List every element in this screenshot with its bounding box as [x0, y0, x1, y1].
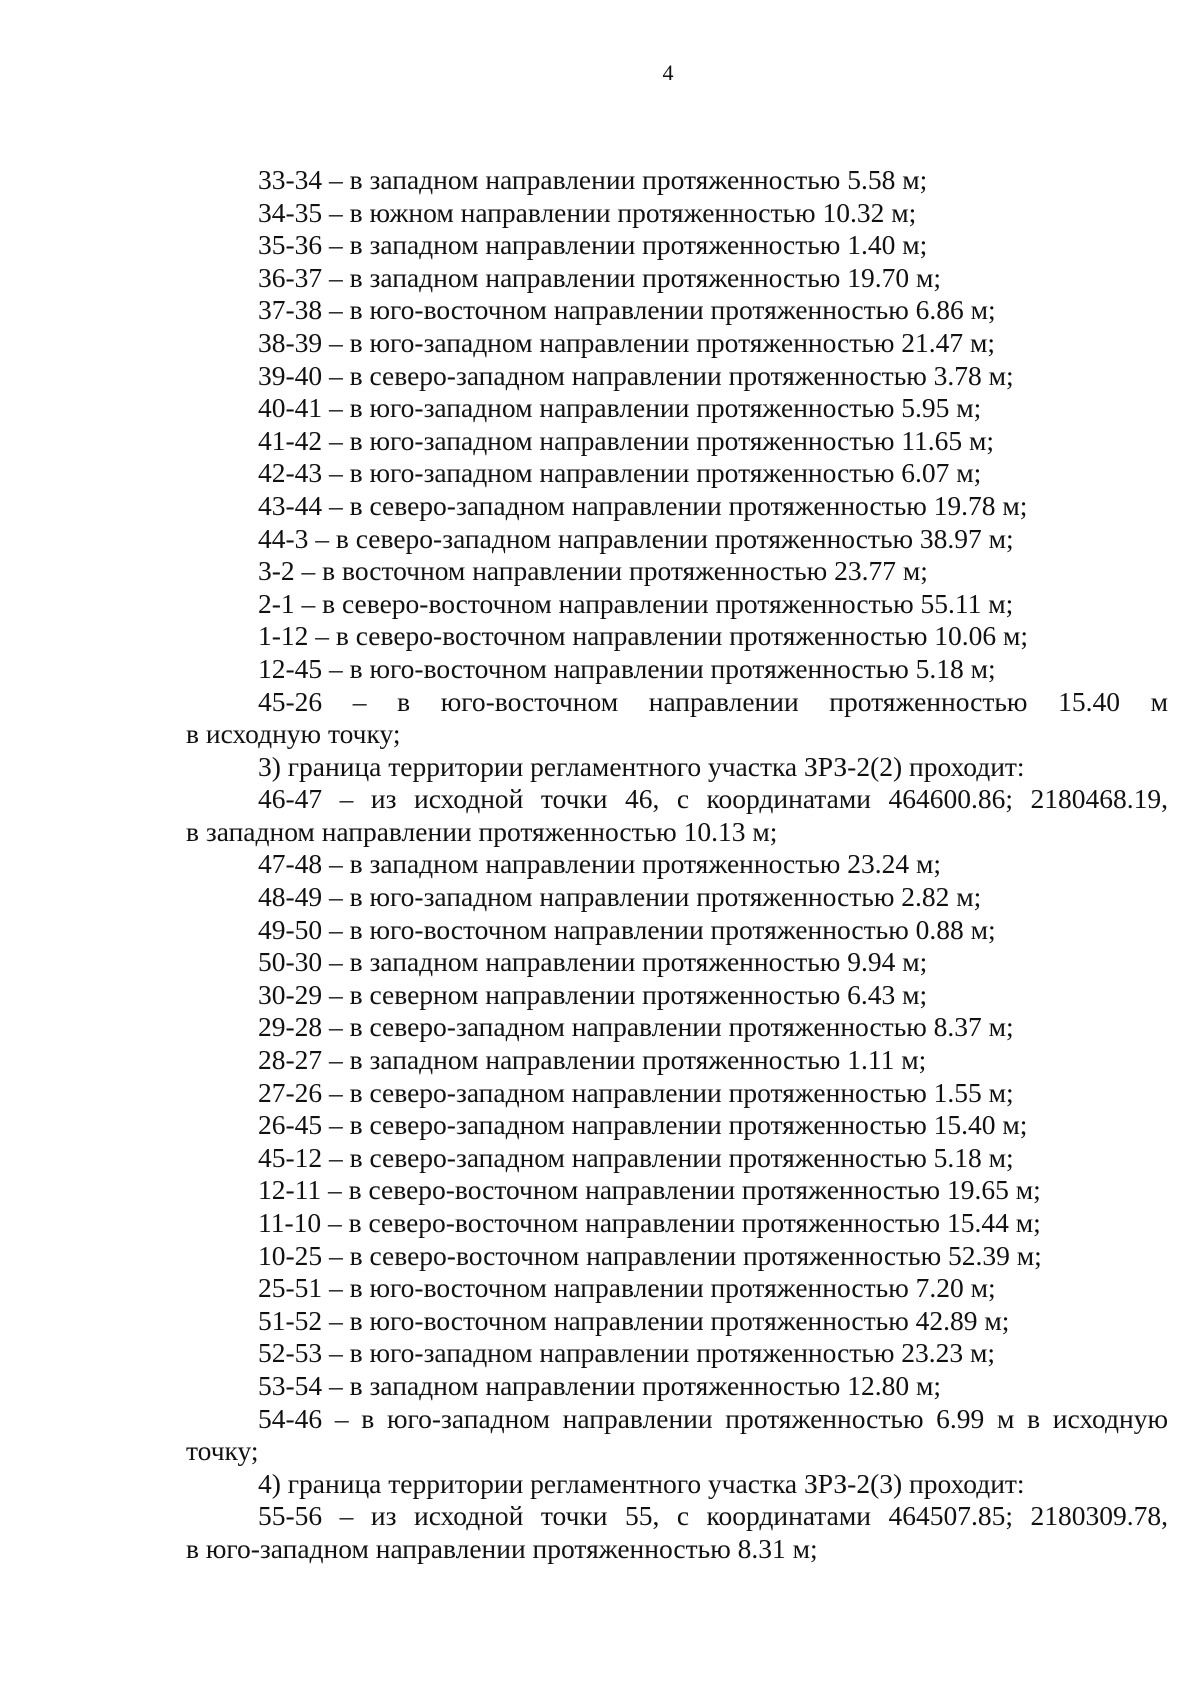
boundary-segment-line: 36-37 – в западном направлении протяженностью 19.70 м; [258, 261, 942, 293]
section-heading-3: 3) граница территории регламентного участка ЗРЗ-2(2) проходит: [258, 750, 1025, 782]
boundary-segment-line: 45-12 – в северо-западном направлении протяженностью 5.18 м; [258, 1141, 1014, 1173]
boundary-lines-group-b [186, 848, 1168, 1402]
boundary-segment-line: 33-34 – в западном направлении протяженностью 5.58 м; [258, 164, 928, 195]
paragraph-first-line: 45-26 – в юго-восточном направлении протяженностью 15.40 м [258, 685, 1168, 717]
boundary-segment-line: 37-38 – в юго-восточном направлении протяженностью 6.86 м; [258, 294, 996, 326]
boundary-segment-line: 27-26 – в северо-западном направлении протяженностью 1.55 м; [258, 1076, 1014, 1108]
boundary-segment-line: 2-1 – в северо-восточном направлении протяженностью 55.11 м; [258, 587, 1014, 619]
boundary-segment-line: 10-25 – в северо-восточном направлении протяженностью 52.39 м; [258, 1239, 1042, 1271]
paragraph-first-line: 55-56 – из исходной точки 55, с координатами 464507.85; 2180309.78, [258, 1500, 1168, 1532]
page-number: 4 [662, 60, 674, 85]
paragraph-continuation: в исходную точку; [186, 718, 401, 750]
boundary-segment-line: 42-43 – в юго-западном направлении протяженностью 6.07 м; [258, 457, 982, 489]
paragraph-first-line: 54-46 – в юго-западном направлении протяженностью 6.99 м в исходную [258, 1402, 1168, 1434]
document-body [186, 164, 1168, 1566]
paragraph-continuation: в юго-западном направлении протяженностью 8.31 м; [186, 1532, 818, 1564]
paragraph-54-46 [186, 1403, 1168, 1468]
boundary-segment-line: 43-44 – в северо-западном направлении протяженностью 19.78 м; [258, 489, 1028, 521]
boundary-segment-line: 41-42 – в юго-западном направлении протяженностью 11.65 м; [258, 424, 995, 456]
boundary-segment-line: 12-11 – в северо-восточном направлении протяженностью 19.65 м; [258, 1174, 1041, 1206]
boundary-segment-line: 26-45 – в северо-западном направлении протяженностью 15.40 м; [258, 1109, 1028, 1141]
boundary-segment-line: 3-2 – в восточном направлении протяженностью 23.77 м; [258, 555, 928, 587]
boundary-segment-line: 12-45 – в юго-восточном направлении протяженностью 5.18 м; [258, 652, 996, 684]
boundary-segment-line: 28-27 – в западном направлении протяженностью 1.11 м; [258, 1044, 927, 1076]
paragraph-55-56 [186, 1500, 1168, 1565]
boundary-segment-line: 1-12 – в северо-восточном направлении протяженностью 10.06 м; [258, 620, 1029, 652]
boundary-segment-line: 51-52 – в юго-восточном направлении протяженностью 42.89 м; [258, 1304, 1010, 1336]
boundary-segment-line: 25-51 – в юго-восточном направлении протяженностью 7.20 м; [258, 1272, 996, 1304]
boundary-lines-group-a [186, 164, 1168, 686]
section-heading-4: 4) граница территории регламентного участка ЗРЗ-2(3) проходит: [258, 1467, 1025, 1499]
boundary-segment-line: 29-28 – в северо-западном направлении протяженностью 8.37 м; [258, 1011, 1014, 1043]
boundary-segment-line: 53-54 – в западном направлении протяженностью 12.80 м; [258, 1369, 942, 1401]
boundary-segment-line: 40-41 – в юго-западном направлении протяженностью 5.95 м; [258, 392, 982, 424]
boundary-segment-line: 48-49 – в юго-западном направлении протяженностью 2.82 м; [258, 881, 982, 913]
paragraph-first-line: 46-47 – из исходной точки 46, с координатами 464600.86; 2180468.19, [258, 783, 1168, 815]
boundary-segment-line: 34-35 – в южном направлении протяженностью 10.32 м; [258, 196, 917, 228]
boundary-segment-line: 38-39 – в юго-западном направлении протяженностью 21.47 м; [258, 326, 996, 358]
paragraph-continuation: точку; [186, 1435, 259, 1467]
boundary-segment-line: 47-48 – в западном направлении протяженностью 23.24 м; [258, 848, 942, 880]
boundary-segment-line: 49-50 – в юго-восточном направлении протяженностью 0.88 м; [258, 913, 996, 945]
boundary-segment-line: 52-53 – в юго-западном направлении протяженностью 23.23 м; [258, 1337, 996, 1369]
boundary-segment-line: 11-10 – в северо-восточном направлении протяженностью 15.44 м; [258, 1207, 1041, 1238]
paragraph-continuation: в западном направлении протяженностью 10.13 м; [186, 815, 778, 847]
boundary-segment-line: 30-29 – в северном направлении протяженностью 6.43 м; [258, 978, 928, 1010]
boundary-segment-line: 44-3 – в северо-западном направлении протяженностью 38.97 м; [258, 522, 1014, 554]
boundary-segment-line: 39-40 – в северо-западном направлении протяженностью 3.78 м; [258, 359, 1014, 391]
paragraph-45-26 [186, 686, 1168, 751]
boundary-segment-line: 50-30 – в западном направлении протяженностью 9.94 м; [258, 946, 928, 978]
boundary-segment-line: 35-36 – в западном направлении протяженностью 1.40 м; [258, 229, 928, 261]
paragraph-46-47 [186, 783, 1168, 848]
